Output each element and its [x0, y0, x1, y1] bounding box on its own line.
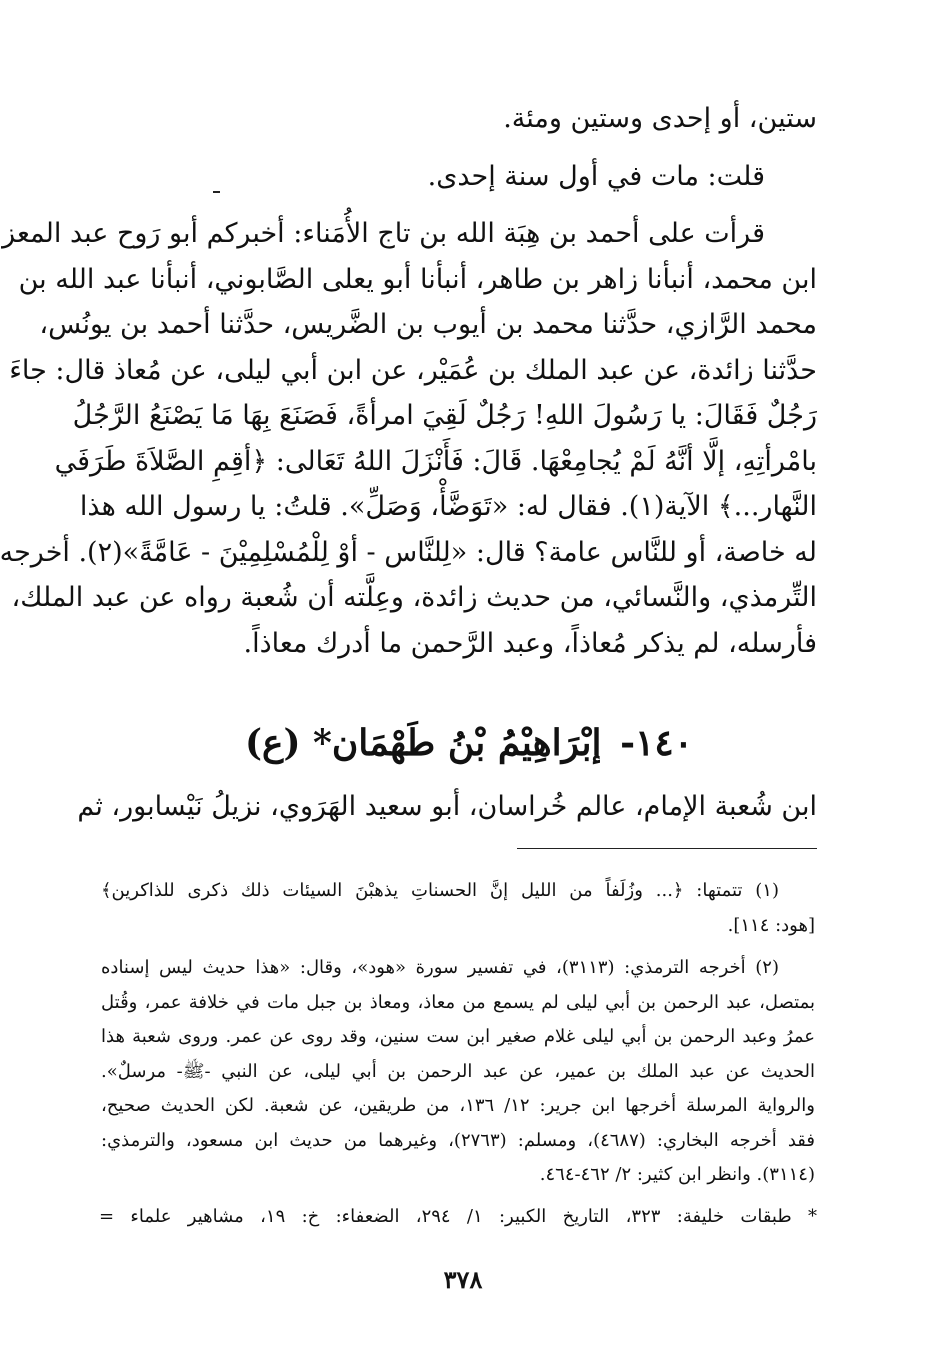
- entry-title: إبْرَاهِيْمُ بْنُ طَهْمَان* (ع): [244, 722, 602, 764]
- footnote-2-line: (٢) أخرجه الترمذي: (٣١١٣)، في تفسير سورة «هود»، وقال: «هذا حديث ليس إسناده: [101, 957, 779, 978]
- footnote-2-line: بمتصل، عبد الرحمن بن أبي ليلى لم يسمع من معاذ، ومعاذ بن جبل مات في خلافة عمر، وقُتل: [101, 991, 815, 1013]
- main-text: [0, 96, 817, 666]
- paragraph-line: حدَّثنا زائدة، عن عبد الملك بن عُمَيْر، عن ابن أبي ليلى، عن مُعاذ قال: جاءَ: [9, 354, 817, 386]
- biography-sources-note: * طبقات خليفة: ٣٢٣، التاريخ الكبير: ١/ ٢٩٤، الضعفاء: خ: ١٩، مشاهير علماء =: [99, 1206, 818, 1227]
- text-line-1: ستين، أو إحدى وستين ومئة.: [503, 103, 817, 134]
- paragraph-line: رَجُلٌ فَقَالَ: يا رَسُولَ اللهِ! رَجُلٌ لَقِيَ امرأةً، فَصَنَعَ بِهَا مَا يَصْنَعُ الرَّجُلُ: [72, 400, 817, 431]
- paragraph-line: فأرسله، لم يذكر مُعاذاً، وعبد الرَّحمن ما أدرك معاذاً.: [243, 627, 817, 659]
- footnote-2-line: (٣١١٤). وانظر ابن كثير: ٢/ ٤٦٢-٤٦٤.: [539, 1164, 815, 1185]
- entry-heading: [121, 716, 817, 770]
- paragraph-line: النَّهار...﴾ الآية(١). فقال له: «تَوَضَّأْ، وَصَلِّ». قلتُ: يا رسول الله هذا: [79, 491, 817, 522]
- paragraph-line: محمد الرَّازي، حدَّثنا محمد بن أيوب بن الضَّريس، حدَّثنا أحمد بن يونُس،: [39, 309, 817, 340]
- paragraph-line: له خاصة، أو للنَّاس عامة؟ قال: «لِلنَّاس - أوْ لِلْمُسْلِمِيْنَ - عَامَّةً»(٢). أخرجه: [0, 536, 817, 568]
- footnote-divider: [517, 848, 817, 849]
- book-page: [1, 0, 925, 1371]
- footnote-1-line: (١) تتمتها: ﴿... وزُلَفاً من الليل إنَّ الحسناتِ يذهبْنَ السيئات ذلك ذكرى للذاكرين﴾: [101, 880, 779, 901]
- paragraph-line: بامْرأتِهِ، إلَّا أنَّهُ لَمْ يُجامِعْهَا. قَالَ: فَأَنْزَلَ اللهُ تَعَالى: ﴿أقِمِ الصَّلاَةَ طَرَفَي: [54, 445, 817, 477]
- paragraph-line: ابن محمد، أنبأنا زاهر بن طاهر، أنبأنا أبو يعلى الصَّابوني، أنبأنا عبد الله بن: [18, 263, 817, 295]
- entry-first-line: ابن شُعبة الإمام، عالم خُراسان، أبو سعيد الهَرَوي، نزيلُ نَيْسابور، ثم: [77, 791, 817, 822]
- paragraph-line: التِّرمذي، والنَّسائي، من حديث زائدة، وعِلَّته أن شُعبة رواه عن عبد الملك،: [11, 582, 817, 613]
- footnote-2-line: فقد أخرجه البخاري: (٤٦٨٧)، ومسلم: (٢٧٦٣)، وغيرهما من حديث ابن مسعود، والترمذي:: [101, 1129, 815, 1151]
- page-number: ٣٧٨: [443, 1265, 483, 1294]
- footnote-1-line: [هود: ١١٤].: [727, 914, 815, 936]
- entry-number: ١٤٠-: [620, 722, 694, 764]
- text-line-2: قلت: مات في أول سنة إحدى.: [427, 160, 765, 192]
- footnote-2-line: الحديث عن عبد الملك بن عمير، عن عبد الرحمن بن أبي ليلى، عن النبي -ﷺ- مرسلٌ».: [101, 1060, 815, 1082]
- footnote-2-line: عمرُ وعبد الرحمن بن أبي ليلى غلام صغير ابن ست سنين، وقد روى عن عمر. وروى شعبة هذا: [101, 1026, 815, 1047]
- footnote-2-line: والرواية المرسلة أخرجها ابن جرير: ١٢/ ١٣٦، من طريقين، عن شعبة. لكن الحديث صحيح،: [101, 1095, 815, 1116]
- paragraph-line: قرأت على أحمد بن هِبَة الله بن تاج الأُمَناء: أخبركم أبو رَوح عبد المعز: [2, 218, 765, 249]
- footnotes: [101, 874, 815, 1193]
- stray-mark: [213, 191, 220, 193]
